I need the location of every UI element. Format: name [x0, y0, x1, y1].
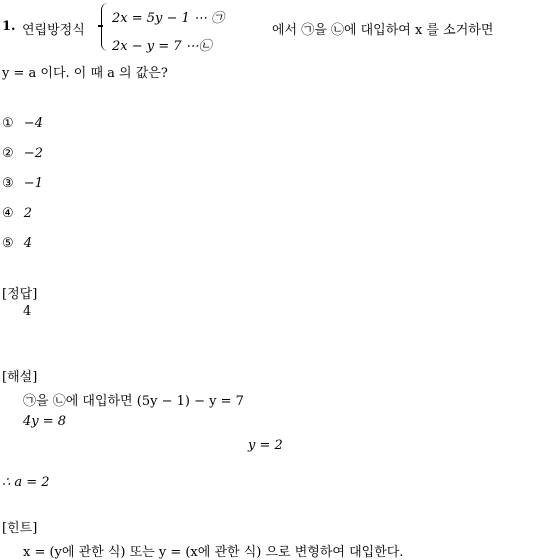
choice-4[interactable]	[2, 206, 32, 221]
explanation-conclusion: ∴ a = 2	[2, 475, 50, 490]
choice-mark: ①	[2, 116, 14, 131]
answer-value: 4	[23, 304, 32, 319]
problem-label: 연립방정식	[22, 23, 85, 38]
problem-statement-tail: 에서 ㉠을 ㉡에 대입하여 x 를 소거하면	[272, 23, 494, 38]
problem-number: 1.	[2, 19, 16, 34]
equation-1: 2x = 5y − 1 ⋯ ㉠	[112, 11, 225, 26]
choice-value: −2	[23, 146, 43, 161]
choice-value: −4	[23, 116, 43, 131]
hint-text: x = (y에 관한 식) 또는 y = (x에 관한 식) 으로 변형하여 대입한다.	[23, 545, 404, 560]
system-brace	[101, 3, 108, 51]
choice-mark: ③	[2, 176, 14, 191]
choice-value: 4	[23, 236, 33, 251]
explanation-line-2: 4y = 8	[23, 414, 67, 429]
choice-3[interactable]	[2, 176, 43, 191]
choice-1[interactable]	[2, 116, 43, 131]
choice-value: 2	[23, 206, 33, 221]
explanation-line-3: y = 2	[248, 438, 283, 453]
equation-2: 2x − y = 7 ⋯㉡	[112, 39, 212, 54]
answer-heading: [정답]	[2, 287, 38, 302]
choice-mark: ⑤	[2, 236, 14, 251]
explanation-line-1: ㉠을 ㉡에 대입하면 (5y − 1) − y = 7	[23, 394, 244, 409]
explanation-heading: [해설]	[2, 370, 38, 385]
choice-5[interactable]	[2, 236, 32, 251]
choice-value: −1	[23, 176, 43, 191]
choice-2[interactable]	[2, 146, 43, 161]
problem-statement-line2: y = a 이다. 이 때 a 의 값은?	[2, 66, 168, 81]
choice-mark: ②	[2, 146, 14, 161]
hint-heading: [힌트]	[2, 521, 38, 536]
choice-mark: ④	[2, 206, 14, 221]
system-brace-tip	[98, 25, 103, 27]
